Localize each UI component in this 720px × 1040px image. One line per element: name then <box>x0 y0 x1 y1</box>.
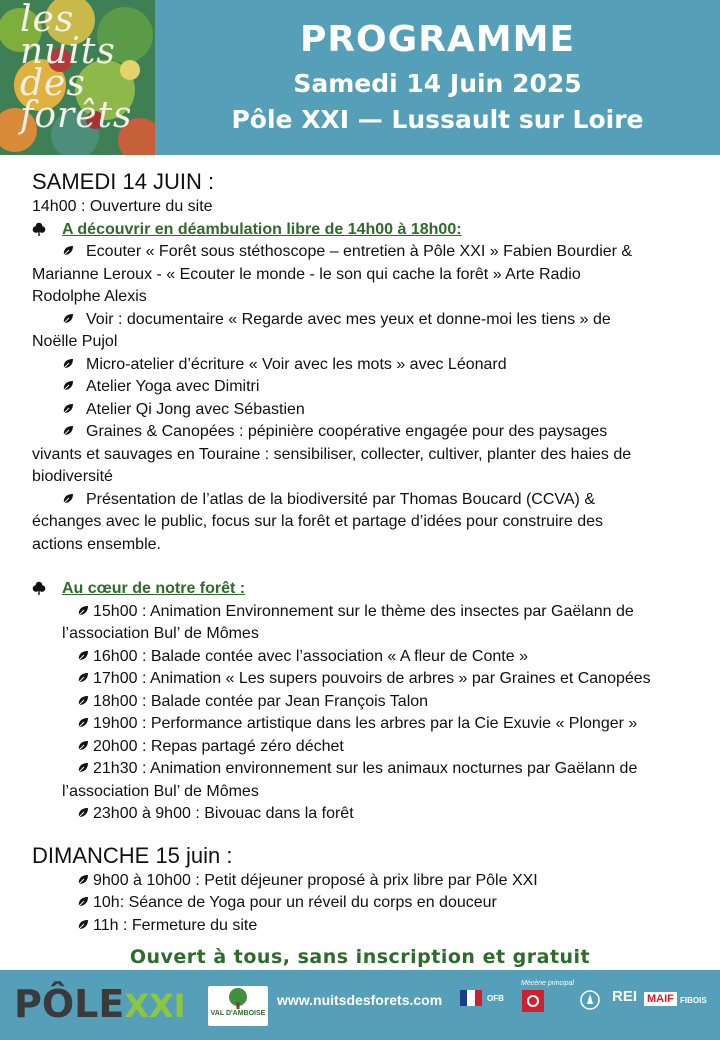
programme-item-text: Ecouter « Forêt sous stéthoscope – entretien à Pôle XXI » Fabien Bourdier & <box>86 243 633 260</box>
programme-item <box>32 803 702 826</box>
leaf-bullet-icon <box>77 672 89 684</box>
programme-item-text: Marianne Leroux - « Ecouter le monde - le son qui cache la forêt » Arte Radio <box>32 265 581 283</box>
pole-logo-main: PÔLE <box>14 982 125 1026</box>
programme-item <box>32 892 702 915</box>
programme-item-text: biodiversité <box>32 468 113 485</box>
programme-item <box>32 736 702 759</box>
caisse-depots-icon <box>522 990 544 1012</box>
leaf-bullet-icon <box>62 380 74 392</box>
opening-line: 14h00 : Ouverture du site <box>32 198 213 215</box>
logo-text: les nuits des forêts <box>20 0 133 136</box>
programme-item-text: Présentation de l’atlas de la biodiversité par Thomas Boucard (CCVA) & <box>86 490 595 508</box>
fibois-logo: FIBOIS <box>680 996 707 1005</box>
foret-list <box>32 601 702 826</box>
event-date: Samedi 14 Juin 2025 <box>293 69 582 98</box>
closing-tagline: Ouvert à tous, sans inscription et gratuit <box>129 946 591 968</box>
programme-item-continuation <box>32 264 702 287</box>
pole-xxi-logo <box>14 982 186 1028</box>
programme-item-text: 15h00 : Animation Environnement sur le thème des insectes par Gaëlann de <box>93 602 634 620</box>
leaf-bullet-icon <box>62 493 74 505</box>
leaf-bullet-icon <box>77 717 89 729</box>
leaf-bullet-icon <box>77 762 89 774</box>
programme-item-text: 9h00 à 10h00 : Petit déjeuner proposé à prix libre par Pôle XXI <box>93 871 538 889</box>
programme-item-text: échanges avec le public, focus sur la forêt et partage d’idées pour construire des <box>32 513 603 530</box>
leaf-bullet-icon <box>77 874 89 886</box>
ofb-logo: OFB <box>487 994 504 1003</box>
leaf-bullet-icon <box>62 313 74 325</box>
sunday-list <box>32 870 702 938</box>
sunday-title: DIMANCHE 15 juin : <box>32 842 233 868</box>
programme-item-continuation <box>32 331 702 354</box>
deambulation-list <box>32 241 702 556</box>
programme-item-continuation <box>32 511 702 534</box>
leaf-bullet-icon <box>77 650 89 662</box>
programme-item <box>32 668 702 691</box>
programme-item-continuation <box>32 444 702 467</box>
programme-item-text: 17h00 : Animation « Les supers pouvoirs de arbres » par Graines et Canopées <box>93 670 651 687</box>
programme-item-continuation <box>32 286 702 309</box>
leaf-bullet-icon <box>77 605 89 617</box>
section-heading-deambulation <box>32 219 702 242</box>
programme-content <box>32 168 702 937</box>
programme-item-text: 16h00 : Balade contée avec l’association « A fleur de Conte » <box>93 647 528 665</box>
leaf-bullet-icon <box>77 896 89 908</box>
programme-item <box>32 309 702 332</box>
programme-item-text: Atelier Yoga avec Dimitri <box>86 378 260 395</box>
programme-item <box>32 691 702 714</box>
leaf-bullet-icon <box>77 740 89 752</box>
programme-item <box>32 915 702 938</box>
programme-item <box>32 354 702 377</box>
leaf-bullet-icon <box>77 807 89 819</box>
clover-icon <box>32 222 46 236</box>
programme-item <box>32 601 702 624</box>
programme-item <box>32 713 702 736</box>
programme-item-text: Noëlle Pujol <box>32 333 118 350</box>
section-heading-text: Au cœur de notre forêt : <box>62 580 246 597</box>
partner-emblem-icon <box>580 990 600 1010</box>
page-title: PROGRAMME <box>299 19 576 60</box>
programme-item-text: 18h00 : Balade contée par Jean François Talon <box>93 692 429 710</box>
programme-item-text: 10h: Séance de Yoga pour un réveil du corps en douceur <box>93 894 497 911</box>
programme-item-text: 19h00 : Performance artistique dans les arbres par la Cie Exuvie « Plonger » <box>93 715 638 732</box>
programme-item <box>32 870 702 893</box>
programme-item-text: Atelier Qi Jong avec Sébastien <box>86 400 305 418</box>
programme-item <box>32 241 702 264</box>
clover-icon <box>32 581 46 595</box>
programme-item <box>32 646 702 669</box>
programme-item-text: Graines & Canopées : pépinière coopérative engagée pour des paysages <box>86 423 608 440</box>
leaf-bullet-icon <box>77 919 89 931</box>
programme-item-text: 11h : Fermeture du site <box>93 916 258 934</box>
rei-logo: REI <box>612 988 638 1005</box>
programme-item-text: 20h00 : Repas partagé zéro déchet <box>93 737 344 755</box>
programme-item-text: l’association Bul’ de Mômes <box>62 782 259 800</box>
programme-item <box>32 489 702 512</box>
leaf-bullet-icon <box>62 358 74 370</box>
programme-item-text: Rodolphe Alexis <box>32 288 147 305</box>
programme-item-text: actions ensemble. <box>32 535 161 553</box>
programme-item-text: Micro-atelier d’écriture « Voir avec les mots » avec Léonard <box>86 355 507 373</box>
maif-logo: MAIF <box>644 992 677 1006</box>
tree-icon <box>208 986 268 1010</box>
leaf-bullet-icon <box>77 695 89 707</box>
leaf-bullet-icon <box>62 425 74 437</box>
programme-item <box>32 399 702 422</box>
programme-item-continuation <box>32 466 702 489</box>
republique-francaise-icon <box>460 990 482 1006</box>
val-amboise-logo <box>208 986 268 1026</box>
programme-item-continuation <box>32 534 702 557</box>
section-heading-foret <box>32 578 702 601</box>
programme-item-continuation <box>32 781 702 804</box>
leaf-bullet-icon <box>62 403 74 415</box>
event-place: Pôle XXI — Lussault sur Loire <box>231 105 644 134</box>
programme-item-text: 23h00 à 9h00 : Bivouac dans la forêt <box>93 805 354 822</box>
programme-item-text: Voir : documentaire « Regarde avec mes yeux et donne-moi les tiens » de <box>86 310 611 328</box>
amboise-text: VAL D'AMBOISE <box>210 1010 266 1017</box>
section-heading-text: A découvrir en déambulation libre de 14h00 à 18h00: <box>62 220 462 238</box>
header-banner <box>0 0 720 155</box>
saturday-title: SAMEDI 14 JUIN : <box>32 169 215 194</box>
programme-item-continuation <box>32 623 702 646</box>
website-link[interactable]: www.nuitsdesforets.com <box>277 992 443 1008</box>
programme-item <box>32 376 702 399</box>
pole-logo-xxi: XXI <box>124 987 186 1025</box>
programme-item-text: vivants et sauvages en Touraine : sensibiliser, collecter, cultiver, planter des haies de <box>32 445 632 463</box>
mecene-label: Mécène principal <box>521 980 574 987</box>
nuits-des-forets-logo <box>0 0 155 155</box>
header-titles <box>155 18 720 138</box>
programme-item <box>32 421 702 444</box>
programme-item <box>32 758 702 781</box>
footer-banner <box>0 970 720 1040</box>
programme-item-text: l’association Bul’ de Mômes <box>62 625 259 642</box>
leaf-bullet-icon <box>62 245 74 257</box>
programme-item-text: 21h30 : Animation environnement sur les animaux nocturnes par Gaëlann de <box>93 760 638 777</box>
